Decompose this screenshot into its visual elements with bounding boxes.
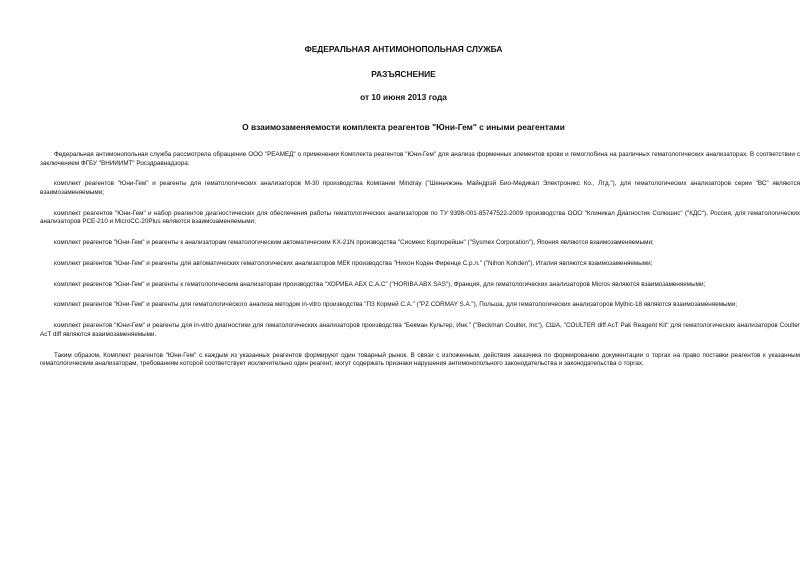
- list-item-nihon-kohden: комплект реагентов "Юни-Гем" и реагенты для автоматических гематологических анализаторов МЕК производства "Нихон Коден Фиренце С.р.л." ("Nihon Kohden"), Италия являются взаимозаменяемыми;: [54, 259, 653, 267]
- list-item-sysmex: комплект реагентов "Юни-Гем" и реагенты к анализаторам гематологическим автоматическим KX-21N производства "Сисмекс Корпорейшн" ("Sysmex Corporation"), Япония являются взаимозаменяемыми;: [54, 239, 654, 247]
- list-item-beckman: комплект реагентов "Юни-Гем" и реагенты для in-vitro диагностики для гематологических анализаторов производства "Бекман Культер, Инк." ("Beckman Coulter, Inc"), США, "COULTER diff AcT Pak Reagent Kit" для гематологических анализаторов Coulter AcT diff являются взаимозаменяемыми.: [40, 322, 800, 338]
- list-item-cormay: комплект реагентов "Юни-Гем" и реагенты для гематологического анализа методом in-vitro производства "ПЗ Кормей С.А." ("PZ CORMAY S.A."), Польша, для гематологических анализаторов Mythic-18 являются взаимозаменяемыми;: [54, 301, 738, 309]
- document-date: от 10 июня 2013 года: [360, 92, 447, 102]
- list-item-mindray: комплект реагентов "Юни-Гем" и реагенты для гематологических анализаторов М-30 производства Компании Mindray ("Шеньчжэнь Майндрэй Био-Медикал Электроникс Ко., Лтд."), для гематологических анализаторов серии "ВС" являются взаимозаменяемыми;: [40, 180, 800, 196]
- list-item-horiba: комплект реагентов "Юни-Гем" и реагенты к гематологическим анализаторам производства "ХОРИБА АБХ С.А.С" ("HORIBA ABX SAS"), Франция, для гематологических анализаторов Micros являются взаимозаменяемыми;: [54, 280, 706, 288]
- document-subject: О взаимозаменяемости комплекта реагентов "Юни-Гем" с иными реагентами: [242, 122, 565, 132]
- intro-paragraph: Федеральная антимонопольная служба рассмотрела обращение ООО "РЕАМЕД" о применении Комплекта реагентов "Юни-Гем" для анализа форменных элементов крови и гемоглобина на различных гематологических анализаторах. В соответствии с заключением ФГБУ "ВНИИИМТ" Росздравнадзора:: [40, 151, 800, 167]
- document-body: [40, 151, 800, 369]
- document-type: РАЗЪЯСНЕНИЕ: [371, 69, 436, 79]
- conclusion-paragraph: Таким образом, Комплект реагентов "Юни-Гем" с каждым из указанных реагентов формируют один товарный рынок. В связи с изложенным, действия заказчика по формированию документации о торгах на право поставки реагентов к указанным гематологическим анализаторам, требованиям которой соответствует исключительно один реагент, могут содержать признаки нарушения антимонопольного законодательства и законодательства о торгах.: [40, 351, 800, 368]
- agency-name: ФЕДЕРАЛЬНАЯ АНТИМОНОПОЛЬНАЯ СЛУЖБА: [304, 44, 503, 54]
- list-item-kds: комплект реагентов "Юни-Гем" и набор реагентов диагностических для обеспечения работы гематологических анализаторов по ТУ 9398-001-85747522-2009 производства ООО "Клиникал Диагностик Солюшнс" ("КДС"), Россия, для гематологических анализаторов РСЕ-210 и MicroCC-20Plus являются взаимозаменяемыми;: [40, 209, 800, 226]
